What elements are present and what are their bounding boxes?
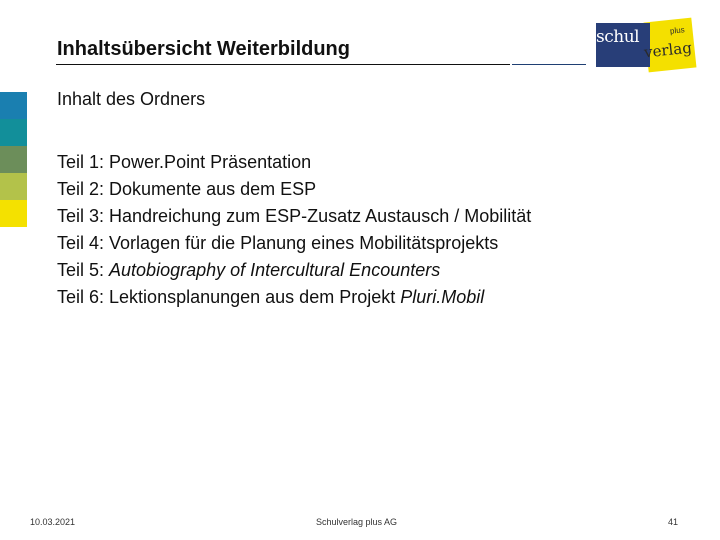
item-text: Handreichung zum ESP-Zusatz Austausch / Mobilität <box>109 206 532 226</box>
list-item <box>57 257 531 284</box>
item-text: Lektionsplanungen aus dem Projekt <box>109 287 401 307</box>
item-label: Teil 2: <box>57 179 110 199</box>
list-item <box>57 149 531 176</box>
footer-company: Schulverlag plus AG <box>316 517 398 527</box>
header-divider-accent <box>512 64 586 65</box>
header-divider <box>56 64 510 65</box>
footer-date: 10.03.2021 <box>30 517 76 527</box>
item-label: Teil 4: <box>57 233 110 253</box>
item-text: Dokumente aus dem ESP <box>109 179 317 199</box>
side-color-bar-4 <box>0 173 27 200</box>
item-text: Power.Point Präsentation <box>109 152 312 172</box>
item-label: Teil 1: <box>57 152 110 172</box>
logo-tagline: plus <box>669 25 686 36</box>
footer-page-number: 41 <box>668 517 679 527</box>
list-item <box>57 284 531 311</box>
item-text-italic: Pluri.Mobil <box>400 287 485 307</box>
side-color-bar-3 <box>0 146 27 173</box>
item-label: Teil 6: <box>57 287 110 307</box>
item-label: Teil 5: <box>57 260 110 280</box>
item-text-italic: Autobiography of Intercultural Encounters <box>109 260 441 280</box>
section-subtitle: Inhalt des Ordners <box>57 89 206 109</box>
side-color-bar-1 <box>0 92 27 119</box>
side-color-bar-5 <box>0 200 27 227</box>
page-title: Inhaltsübersicht Weiterbildung <box>57 38 350 60</box>
logo-text-schul: schul <box>596 27 640 47</box>
item-text: Vorlagen für die Planung eines Mobilitätsprojekts <box>109 233 499 253</box>
list-item <box>57 203 531 230</box>
side-color-bar-2 <box>0 119 27 146</box>
list-item <box>57 176 531 203</box>
item-label: Teil 3: <box>57 206 110 226</box>
contents-list <box>57 149 531 311</box>
schulverlag-logo <box>594 18 700 74</box>
list-item <box>57 230 531 257</box>
logo-text-verlag: verlag <box>643 38 693 62</box>
